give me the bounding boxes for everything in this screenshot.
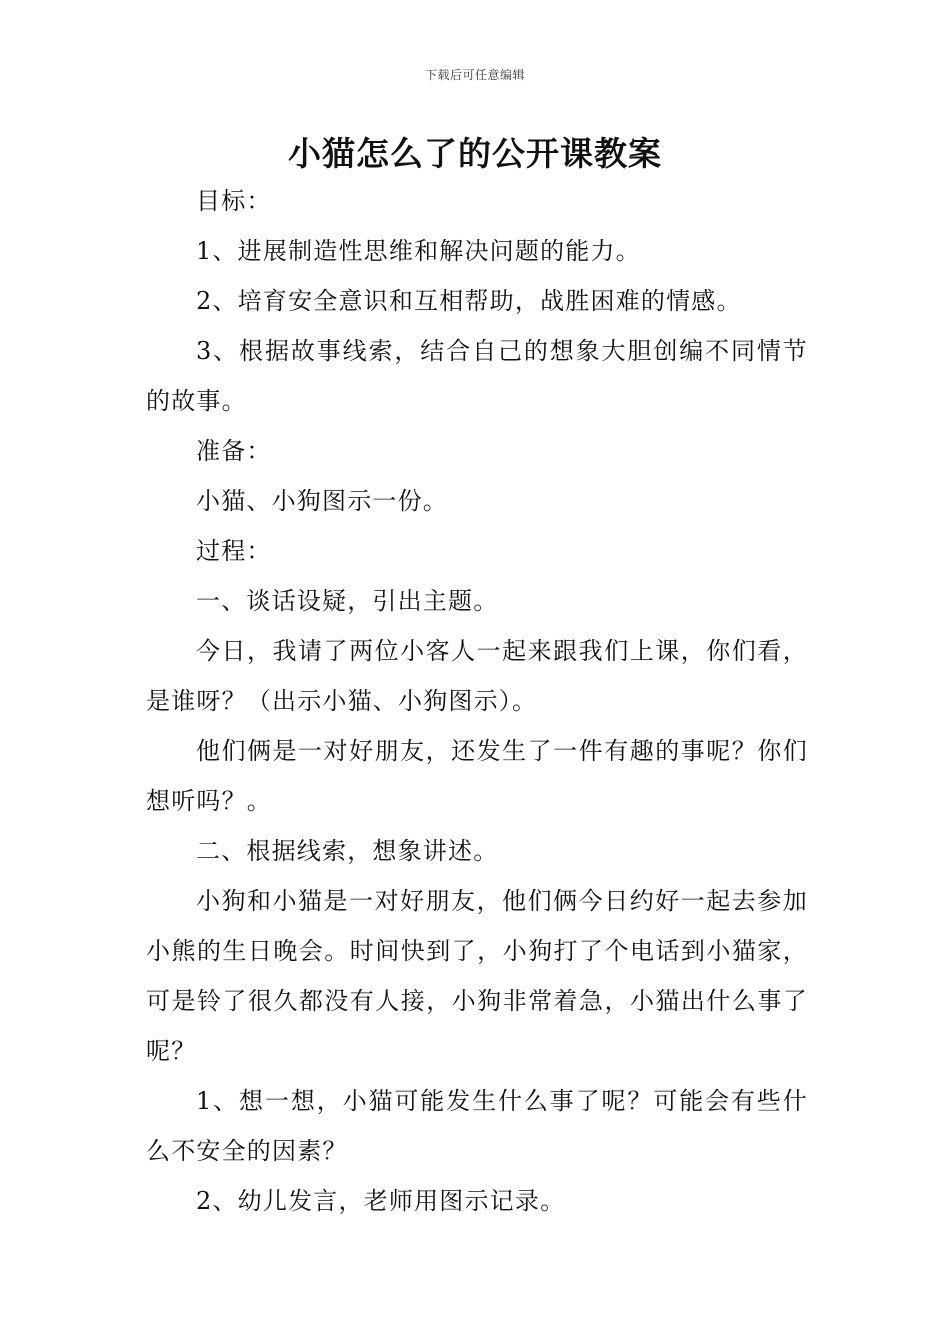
paragraph-step-2-2: 2、幼儿发言，老师用图示记录。 xyxy=(196,1187,566,1215)
paragraph-step-1-heading: 一、谈话设疑，引出主题。 xyxy=(196,587,499,615)
paragraph-goal-3: 3、根据故事线索，结合自己的想象大胆创编不同情节的故事。 xyxy=(146,337,808,415)
paragraph-step-2-heading: 二、根据线索，想象讲述。 xyxy=(196,837,499,865)
paragraph-goal-1: 1、进展制造性思维和解决问题的能力。 xyxy=(196,237,641,265)
document-title: 小猫怎么了的公开课教案 xyxy=(288,134,662,173)
paragraph-process-heading: 过程： xyxy=(196,537,272,565)
paragraph-intro-2: 他们俩是一对好朋友，还发生了一件有趣的事呢？你们想听吗？。 xyxy=(146,737,808,815)
paragraph-step-2-1: 1、想一想，小猫可能发生什么事了呢？可能会有些什么不安全的因素？ xyxy=(146,1087,808,1165)
header-watermark: 下载后可任意编辑 xyxy=(424,68,525,82)
document-body xyxy=(146,176,808,1226)
paragraph-story: 小狗和小猫是一对好朋友，他们俩今日约好一起去参加小熊的生日晚会。时间快到了，小狗打了个电话到小猫家，可是铃了很久都没有人接，小狗非常着急，小猫出什么事了呢？ xyxy=(146,887,808,1065)
paragraph-preparation: 小猫、小狗图示一份。 xyxy=(196,487,448,515)
paragraph-preparation-heading: 准备： xyxy=(196,437,272,465)
paragraph-goal-2: 2、培育安全意识和互相帮助，战胜困难的情感。 xyxy=(196,287,742,315)
paragraph-intro-1: 今日，我请了两位小客人一起来跟我们上课，你们看，是谁呀？（出示小猫、小狗图示）。 xyxy=(146,637,808,715)
paragraph-goals-heading: 目标： xyxy=(196,187,272,215)
